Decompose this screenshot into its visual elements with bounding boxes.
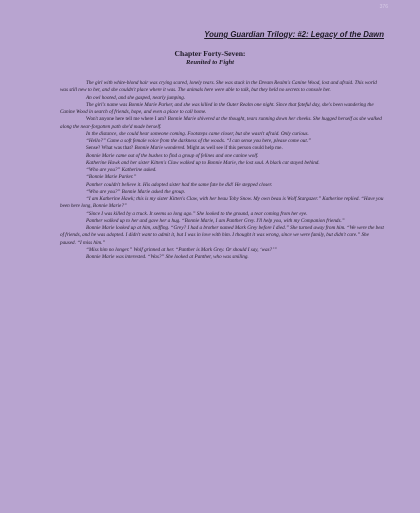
- chapter-subtitle: Reunited to Fight: [186, 59, 234, 66]
- paragraph: Bonnie Marie came out of the bushes to find a group of felines and one canine wolf.: [86, 152, 259, 159]
- thought-text: Might as well see if this person could help me.: [185, 145, 283, 152]
- paragraph: “Bonnie Marie Parker.”: [86, 174, 137, 181]
- paragraph: “Who are you?” Bonnie Marie asked the group.: [86, 188, 186, 195]
- paragraph: The girl with white-blond hair was crying scared, lonely tears. She was stuck in the Dream Realm's Canine Wood, lost and afraid. This world was still new to her, and she couldn't place where it was. The animals here were able to talk, but they held no secrets to console her.: [60, 80, 377, 94]
- paragraph-text: Bonnie Marie wondered.: [134, 145, 186, 152]
- paragraph: Panther couldn't believe it. His adopted sister had the same fate he did! He stepped closer.: [86, 181, 273, 188]
- paragraph: “Miss him no longer.” Wolf grinned at her. “Panther is Mark Grey. Or should I say, ‘was?’”: [86, 246, 277, 253]
- paragraph: Bonnie Marie looked up at him, sniffing. “Grey? I had a brother named Mark Grey before I died.” She turned away from him. “We were the best of friends, and he was adopted. I didn't want to admit it, but I was in love with him. I thought it was wrong, since we were family, but didn't care.” She paused. “I miss him.”: [60, 225, 384, 246]
- thought-text: Sense? What was that?: [86, 145, 135, 152]
- paragraph: “Since I was killed by a truck. It seems so long ago.” She looked to the ground, a tear coming from her eye.: [86, 210, 308, 217]
- paragraph: Katherine Hawk and her sister Kitten's Claw walked up to Bonnie Marie, the lost soul. A black cat stayed behind.: [86, 159, 320, 166]
- running-header: Young Guardian Trilogy: #2: Legacy of the Dawn: [204, 30, 384, 39]
- paragraph-text: Bonnie Marie shivered at the thought, tears running down her cheeks. She hugged herself as she walked along the near-forgotten path she'd made herself.: [60, 116, 382, 130]
- paragraph: “I am Katherine Hawk; this is my sister Kitten's Claw, with her beau Toby Snow. My own beau is Wolf Stargazer.” Katherine replied. “Have you been here long, Bonnie Marie?”: [60, 196, 384, 210]
- paragraph: “Hello?” Came a soft female voice from the darkness of the woods. “I can sense you here, please come out.”: [86, 138, 311, 144]
- paragraph: “Who are you?” Katherine asked.: [86, 167, 157, 173]
- paragraph: [60, 116, 384, 131]
- page-number: 376: [379, 4, 388, 10]
- paragraph: Bonnie Marie was interested. “Was?” She looked at Panther, who was smiling.: [86, 254, 249, 260]
- thought-text: Won't anyone here tell me where I am?: [86, 116, 167, 123]
- paragraph: Panther walked up to her and gave her a hug. “Bonnie Marie, I am Panther Grey. I'll help you, with my Companion friends.”: [86, 217, 345, 224]
- paragraph: The girl's name was Bonnie Marie Parker, and she was killed in the Outer Realm one night. Since that fateful day, she's been wandering the Canine Wood in search of friends, hope, and even a place to call home.: [60, 101, 374, 115]
- paragraph: In the distance, she could hear someone coming. Footsteps came closer, but she wasn't afraid. Only curious.: [86, 130, 309, 137]
- body-text: [60, 80, 384, 261]
- paragraph: An owl hooted, and she gasped, nearly jumping.: [86, 94, 186, 101]
- paragraph: [60, 145, 384, 152]
- chapter-title: Chapter Forty-Seven:: [174, 49, 246, 58]
